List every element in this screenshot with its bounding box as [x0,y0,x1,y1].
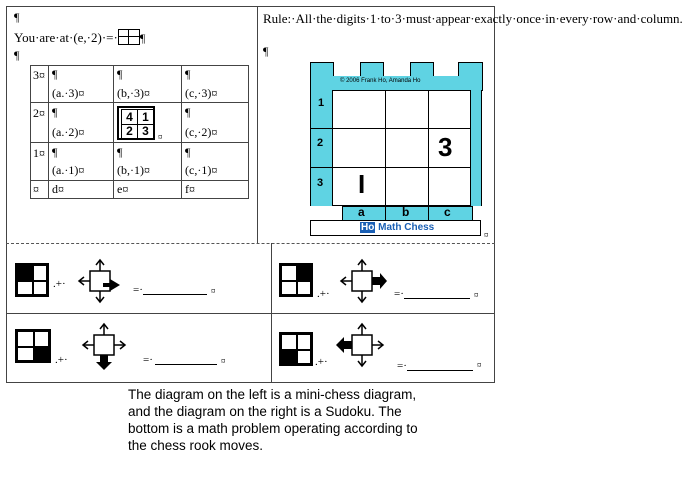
divider-3 [6,382,495,383]
plus-sign: .+· [315,356,328,368]
cell-c2: (c,·2)¤ [185,125,218,139]
col-label-e: e¤ [117,182,129,196]
board-2x2 [15,329,51,363]
equals-sign: =· [143,354,153,366]
cell-pilcrow: ¶ [185,105,191,119]
pilcrow-after: ¶ [139,31,146,45]
rule-text: Rule:·All·the·digits·1·to·3·must·appear·exactly·once·in·every·row·and·column. [263,11,683,26]
rook-move-right-icon [337,258,387,304]
sudoku-row-label: 1 [318,97,325,109]
answer-blank[interactable] [404,298,470,299]
col-label-d: d¤ [52,182,64,196]
col-label-f: f¤ [185,182,195,196]
row-label-3: 3¤ [33,68,45,82]
cell-a2: (a.·2)¤ [52,125,85,139]
cell-c3: (c,·3)¤ [185,86,218,100]
cell-pilcrow: ¶ [52,67,58,81]
board-2x2 [15,263,49,297]
divider-2 [6,313,495,314]
pilcrow-below: ¶ [14,48,20,62]
row-label-2: 2¤ [33,106,45,120]
castle-end-mark: ¤ [484,230,489,240]
mini-grid-cell: 2 [121,124,138,139]
plus-sign: .+· [53,278,66,290]
divider-1 [6,243,495,245]
cell-end-mark: ¤ [211,286,216,296]
mini-grid-cell: 1 [137,109,154,125]
frame-top [6,6,495,7]
cell-end-mark: ¤ [474,290,479,300]
position-text: You·are·at·(e,·2)·=· [14,30,118,45]
right-arrow-icon [110,279,120,291]
rook-move-down-icon [79,322,129,370]
plus-sign: .+· [55,354,68,366]
mini-grid-cell: 3 [137,124,154,139]
frame-right [494,6,495,383]
cell-pilcrow: ¶ [185,145,191,159]
problem-2 [279,258,494,308]
cell-pilcrow: ¶ [117,145,123,159]
cell-pilcrow: ¶ [52,105,58,119]
right-arrow-shaft [103,283,111,287]
equals-sign: =· [133,284,143,296]
sudoku-castle [310,62,482,240]
sudoku-row-label: 2 [317,137,324,149]
brand-logo: Ho [361,222,375,233]
cell-pilcrow: ¶ [117,67,123,81]
problem-3 [15,322,265,372]
equals-sign: =· [394,288,404,300]
mini-grid-cell: 4 [121,109,138,125]
row-label-1: 1¤ [33,146,45,160]
grid-icon [118,29,140,45]
cell-pilcrow: ¶ [52,145,58,159]
cell-a3: (a.·3)¤ [52,86,85,100]
cell-b3: (b,·3)¤ [117,86,150,100]
cell-pilcrow: ¶ [185,67,191,81]
cell-a1: (a.·1)¤ [52,163,85,177]
sudoku-given-1: I [358,169,366,199]
rule-pilcrow: ¶ [263,44,269,58]
brand-line [360,222,434,233]
cell-end-mark: ¤ [477,360,482,370]
castle-credit: © 2006 Frank Ho, Amanda Ho [340,78,421,84]
cell-c1: (c,·1)¤ [185,163,218,177]
frame-left [6,6,7,383]
cell-b1: (b,·1)¤ [117,163,150,177]
rook-move-left-icon [335,322,387,370]
sudoku-col-label: b [402,205,410,219]
brand-text: Math Chess [378,222,435,233]
pilcrow-top: ¶ [14,10,20,24]
position-line [14,29,145,46]
sudoku-col-label: a [358,205,365,219]
sudoku-col-label: c [444,205,451,219]
frame-mid [257,6,258,243]
problem-4 [279,322,494,372]
answer-blank[interactable] [143,294,207,295]
answer-blank[interactable] [407,370,473,371]
equals-sign: =· [397,360,407,372]
row-label-empty: ¤ [33,182,39,196]
problem-1 [15,258,265,308]
answer-blank[interactable] [155,364,217,365]
cell-end-mark: ¤ [221,356,226,366]
mini-chess-grid [117,106,155,140]
board-2x2 [279,263,313,297]
sudoku-given-3: 3 [438,132,453,162]
board-2x2 [279,332,313,366]
plus-sign: .+· [317,288,330,300]
sudoku-row-label: 3 [317,177,324,189]
cell-end-mark: ¤ [158,132,163,142]
frame-mid-bottom [271,243,272,382]
caption-text: The diagram on the left is a mini-chess diagram, and the diagram on the right is a Sudoku. The bottom is a math problem operating according to the chess rook moves. [128,387,418,453]
